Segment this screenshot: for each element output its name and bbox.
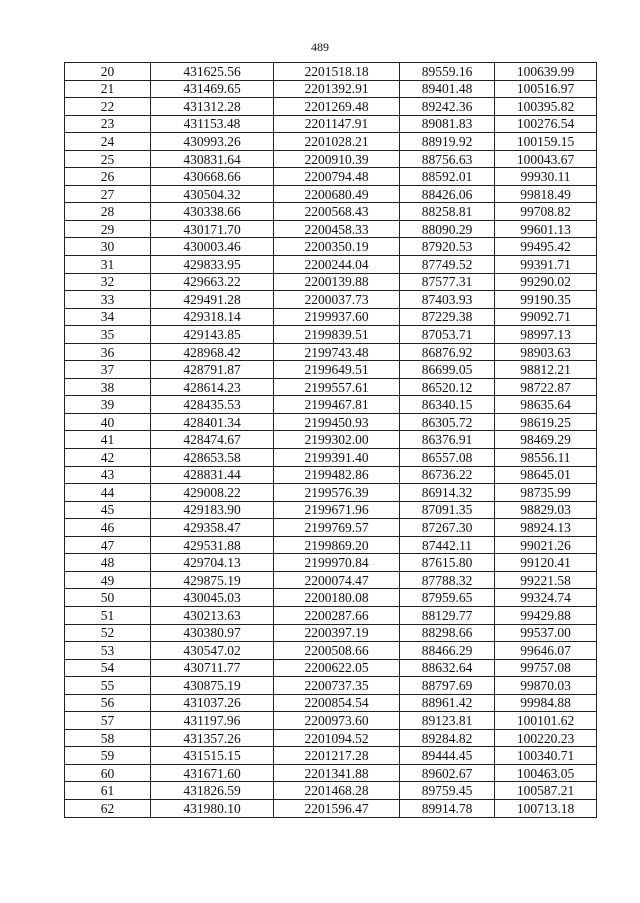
value-cell-2: 2200287.66 [274,606,400,624]
value-cell-3: 88797.69 [400,677,495,695]
value-cell-3: 86557.08 [400,449,495,467]
point-number-cell: 60 [65,764,151,782]
value-cell-1: 429663.22 [151,273,274,291]
table-row [65,729,597,747]
value-cell-1: 430003.46 [151,238,274,256]
table-row [65,712,597,730]
value-cell-3: 88258.81 [400,203,495,221]
table-row [65,413,597,431]
value-cell-4: 100159.15 [495,133,597,151]
value-cell-3: 88632.64 [400,659,495,677]
table-row [65,449,597,467]
value-cell-1: 430668.66 [151,168,274,186]
table-row [65,238,597,256]
value-cell-4: 100395.82 [495,98,597,116]
table-row [65,361,597,379]
value-cell-4: 99537.00 [495,624,597,642]
value-cell-1: 428435.53 [151,396,274,414]
table-row [65,343,597,361]
value-cell-4: 98645.01 [495,466,597,484]
point-number-cell: 42 [65,449,151,467]
table-row [65,571,597,589]
value-cell-3: 86736.22 [400,466,495,484]
value-cell-3: 89559.16 [400,63,495,81]
value-cell-2: 2200037.73 [274,291,400,309]
value-cell-4: 99391.71 [495,256,597,274]
value-cell-1: 431312.28 [151,98,274,116]
point-number-cell: 23 [65,115,151,133]
table-row [65,185,597,203]
value-cell-3: 88466.29 [400,642,495,660]
value-cell-4: 100276.54 [495,115,597,133]
point-number-cell: 32 [65,273,151,291]
point-number-cell: 50 [65,589,151,607]
value-cell-4: 99818.49 [495,185,597,203]
value-cell-2: 2200508.66 [274,642,400,660]
value-cell-4: 98924.13 [495,519,597,537]
table-row [65,220,597,238]
value-cell-1: 431469.65 [151,80,274,98]
point-number-cell: 28 [65,203,151,221]
value-cell-2: 2200854.54 [274,694,400,712]
value-cell-3: 86376.91 [400,431,495,449]
value-cell-4: 100340.71 [495,747,597,765]
value-cell-3: 89123.81 [400,712,495,730]
value-cell-2: 2199482.86 [274,466,400,484]
value-cell-1: 428474.67 [151,431,274,449]
value-cell-4: 99495.42 [495,238,597,256]
point-number-cell: 61 [65,782,151,800]
value-cell-1: 431625.56 [151,63,274,81]
value-cell-4: 98903.63 [495,343,597,361]
table-row [65,80,597,98]
value-cell-3: 87053.71 [400,326,495,344]
point-number-cell: 22 [65,98,151,116]
table-row [65,799,597,817]
value-cell-4: 98469.29 [495,431,597,449]
value-cell-1: 429875.19 [151,571,274,589]
table-row [65,501,597,519]
value-cell-1: 431980.10 [151,799,274,817]
value-cell-3: 89602.67 [400,764,495,782]
value-cell-4: 100220.23 [495,729,597,747]
value-cell-3: 87442.11 [400,536,495,554]
value-cell-1: 429833.95 [151,256,274,274]
value-cell-3: 87615.80 [400,554,495,572]
value-cell-2: 2199970.84 [274,554,400,572]
value-cell-4: 98829.03 [495,501,597,519]
value-cell-2: 2199869.20 [274,536,400,554]
value-cell-2: 2199743.48 [274,343,400,361]
value-cell-4: 99984.88 [495,694,597,712]
point-number-cell: 43 [65,466,151,484]
value-cell-4: 99708.82 [495,203,597,221]
value-cell-1: 430338.66 [151,203,274,221]
value-cell-2: 2199467.81 [274,396,400,414]
value-cell-2: 2199671.96 [274,501,400,519]
value-cell-2: 2200074.47 [274,571,400,589]
table-row [65,782,597,800]
value-cell-3: 87749.52 [400,256,495,274]
value-cell-3: 88298.66 [400,624,495,642]
table-row [65,484,597,502]
value-cell-4: 99290.02 [495,273,597,291]
point-number-cell: 55 [65,677,151,695]
value-cell-3: 87403.93 [400,291,495,309]
value-cell-4: 98635.64 [495,396,597,414]
point-number-cell: 27 [65,185,151,203]
value-cell-4: 99930.11 [495,168,597,186]
table-row [65,396,597,414]
table-row [65,677,597,695]
table-row [65,378,597,396]
table-row [65,256,597,274]
value-cell-1: 431826.59 [151,782,274,800]
value-cell-3: 87920.53 [400,238,495,256]
point-number-cell: 51 [65,606,151,624]
table-row [65,606,597,624]
point-number-cell: 39 [65,396,151,414]
value-cell-3: 87788.32 [400,571,495,589]
value-cell-4: 98997.13 [495,326,597,344]
value-cell-4: 99324.74 [495,589,597,607]
value-cell-3: 86914.32 [400,484,495,502]
value-cell-1: 430831.64 [151,150,274,168]
point-number-cell: 35 [65,326,151,344]
value-cell-2: 2200139.88 [274,273,400,291]
value-cell-4: 100639.99 [495,63,597,81]
table-row [65,203,597,221]
table-row [65,589,597,607]
table-row [65,150,597,168]
value-cell-1: 431357.26 [151,729,274,747]
page-number: 489 [311,40,329,54]
value-cell-4: 99429.88 [495,606,597,624]
value-cell-1: 431197.96 [151,712,274,730]
value-cell-1: 429183.90 [151,501,274,519]
value-cell-4: 99646.07 [495,642,597,660]
point-number-cell: 20 [65,63,151,81]
point-number-cell: 29 [65,220,151,238]
value-cell-2: 2200622.05 [274,659,400,677]
point-number-cell: 47 [65,536,151,554]
value-cell-3: 89759.45 [400,782,495,800]
value-cell-4: 99021.26 [495,536,597,554]
value-cell-4: 99870.03 [495,677,597,695]
value-cell-1: 428653.58 [151,449,274,467]
point-number-cell: 38 [65,378,151,396]
value-cell-2: 2200680.49 [274,185,400,203]
value-cell-1: 429531.88 [151,536,274,554]
point-number-cell: 52 [65,624,151,642]
value-cell-1: 429008.22 [151,484,274,502]
point-number-cell: 21 [65,80,151,98]
value-cell-2: 2201596.47 [274,799,400,817]
value-cell-1: 428401.34 [151,413,274,431]
point-number-cell: 30 [65,238,151,256]
value-cell-3: 86520.12 [400,378,495,396]
table-row [65,624,597,642]
value-cell-2: 2200568.43 [274,203,400,221]
value-cell-2: 2201392.91 [274,80,400,98]
value-cell-1: 431037.26 [151,694,274,712]
value-cell-4: 98735.99 [495,484,597,502]
table-row [65,431,597,449]
value-cell-3: 88592.01 [400,168,495,186]
value-cell-3: 87959.65 [400,589,495,607]
value-cell-2: 2201468.28 [274,782,400,800]
table-row [65,764,597,782]
value-cell-1: 430875.19 [151,677,274,695]
value-cell-4: 99120.41 [495,554,597,572]
point-number-cell: 62 [65,799,151,817]
point-number-cell: 26 [65,168,151,186]
value-cell-3: 89401.48 [400,80,495,98]
table-row [65,659,597,677]
value-cell-3: 88090.29 [400,220,495,238]
table-row [65,98,597,116]
value-cell-3: 87267.30 [400,519,495,537]
value-cell-2: 2199649.51 [274,361,400,379]
value-cell-4: 100587.21 [495,782,597,800]
point-number-cell: 45 [65,501,151,519]
table-row [65,466,597,484]
value-cell-3: 86340.15 [400,396,495,414]
table-row [65,273,597,291]
value-cell-4: 100713.18 [495,799,597,817]
point-number-cell: 25 [65,150,151,168]
value-cell-4: 98619.25 [495,413,597,431]
point-number-cell: 54 [65,659,151,677]
value-cell-3: 87091.35 [400,501,495,519]
point-number-cell: 41 [65,431,151,449]
value-cell-1: 430171.70 [151,220,274,238]
value-cell-3: 86876.92 [400,343,495,361]
value-cell-3: 89914.78 [400,799,495,817]
table-row [65,291,597,309]
table-row [65,308,597,326]
table-row [65,536,597,554]
value-cell-2: 2201269.48 [274,98,400,116]
value-cell-1: 430711.77 [151,659,274,677]
value-cell-2: 2201028.21 [274,133,400,151]
value-cell-2: 2200397.19 [274,624,400,642]
value-cell-2: 2199557.61 [274,378,400,396]
value-cell-3: 88961.42 [400,694,495,712]
value-cell-1: 431671.60 [151,764,274,782]
value-cell-2: 2200737.35 [274,677,400,695]
value-cell-1: 428791.87 [151,361,274,379]
value-cell-3: 88919.92 [400,133,495,151]
value-cell-4: 99601.13 [495,220,597,238]
table-row [65,642,597,660]
table-row [65,747,597,765]
point-number-cell: 57 [65,712,151,730]
point-number-cell: 58 [65,729,151,747]
value-cell-4: 100516.97 [495,80,597,98]
value-cell-2: 2199391.40 [274,449,400,467]
coordinate-table [64,62,597,818]
value-cell-1: 430993.26 [151,133,274,151]
value-cell-2: 2199839.51 [274,326,400,344]
value-cell-2: 2199450.93 [274,413,400,431]
value-cell-2: 2200973.60 [274,712,400,730]
value-cell-2: 2199576.39 [274,484,400,502]
point-number-cell: 33 [65,291,151,309]
value-cell-1: 428968.42 [151,343,274,361]
value-cell-4: 98556.11 [495,449,597,467]
table-row [65,168,597,186]
point-number-cell: 56 [65,694,151,712]
value-cell-3: 88426.06 [400,185,495,203]
value-cell-2: 2199937.60 [274,308,400,326]
value-cell-3: 89081.83 [400,115,495,133]
point-number-cell: 37 [65,361,151,379]
value-cell-4: 98812.21 [495,361,597,379]
table-row [65,554,597,572]
value-cell-4: 99190.35 [495,291,597,309]
point-number-cell: 44 [65,484,151,502]
point-number-cell: 40 [65,413,151,431]
value-cell-2: 2201094.52 [274,729,400,747]
table-row [65,133,597,151]
value-cell-4: 100101.62 [495,712,597,730]
point-number-cell: 59 [65,747,151,765]
point-number-cell: 49 [65,571,151,589]
value-cell-2: 2200794.48 [274,168,400,186]
point-number-cell: 31 [65,256,151,274]
value-cell-3: 87577.31 [400,273,495,291]
point-number-cell: 36 [65,343,151,361]
value-cell-2: 2199302.00 [274,431,400,449]
table-row [65,115,597,133]
value-cell-1: 431153.48 [151,115,274,133]
value-cell-1: 430547.02 [151,642,274,660]
value-cell-4: 98722.87 [495,378,597,396]
value-cell-3: 89444.45 [400,747,495,765]
value-cell-2: 2200350.19 [274,238,400,256]
value-cell-4: 99757.08 [495,659,597,677]
table-row [65,694,597,712]
table-row [65,326,597,344]
value-cell-3: 86305.72 [400,413,495,431]
value-cell-1: 430213.63 [151,606,274,624]
value-cell-2: 2200244.04 [274,256,400,274]
value-cell-3: 88756.63 [400,150,495,168]
value-cell-1: 431515.15 [151,747,274,765]
value-cell-1: 430504.32 [151,185,274,203]
value-cell-3: 86699.05 [400,361,495,379]
value-cell-2: 2199769.57 [274,519,400,537]
value-cell-3: 89284.82 [400,729,495,747]
value-cell-4: 100043.67 [495,150,597,168]
value-cell-3: 88129.77 [400,606,495,624]
value-cell-2: 2201147.91 [274,115,400,133]
point-number-cell: 34 [65,308,151,326]
table-row [65,63,597,81]
point-number-cell: 53 [65,642,151,660]
value-cell-2: 2201341.88 [274,764,400,782]
value-cell-1: 429491.28 [151,291,274,309]
value-cell-1: 428614.23 [151,378,274,396]
value-cell-1: 430045.03 [151,589,274,607]
value-cell-2: 2200910.39 [274,150,400,168]
value-cell-2: 2201217.28 [274,747,400,765]
value-cell-2: 2201518.18 [274,63,400,81]
value-cell-1: 429318.14 [151,308,274,326]
value-cell-4: 99221.58 [495,571,597,589]
value-cell-3: 89242.36 [400,98,495,116]
table-body [65,63,597,818]
point-number-cell: 24 [65,133,151,151]
value-cell-3: 87229.38 [400,308,495,326]
point-number-cell: 48 [65,554,151,572]
value-cell-4: 99092.71 [495,308,597,326]
value-cell-4: 100463.05 [495,764,597,782]
point-number-cell: 46 [65,519,151,537]
value-cell-1: 430380.97 [151,624,274,642]
value-cell-2: 2200180.08 [274,589,400,607]
table-row [65,519,597,537]
value-cell-1: 428831.44 [151,466,274,484]
value-cell-1: 429358.47 [151,519,274,537]
value-cell-1: 429143.85 [151,326,274,344]
value-cell-2: 2200458.33 [274,220,400,238]
value-cell-1: 429704.13 [151,554,274,572]
